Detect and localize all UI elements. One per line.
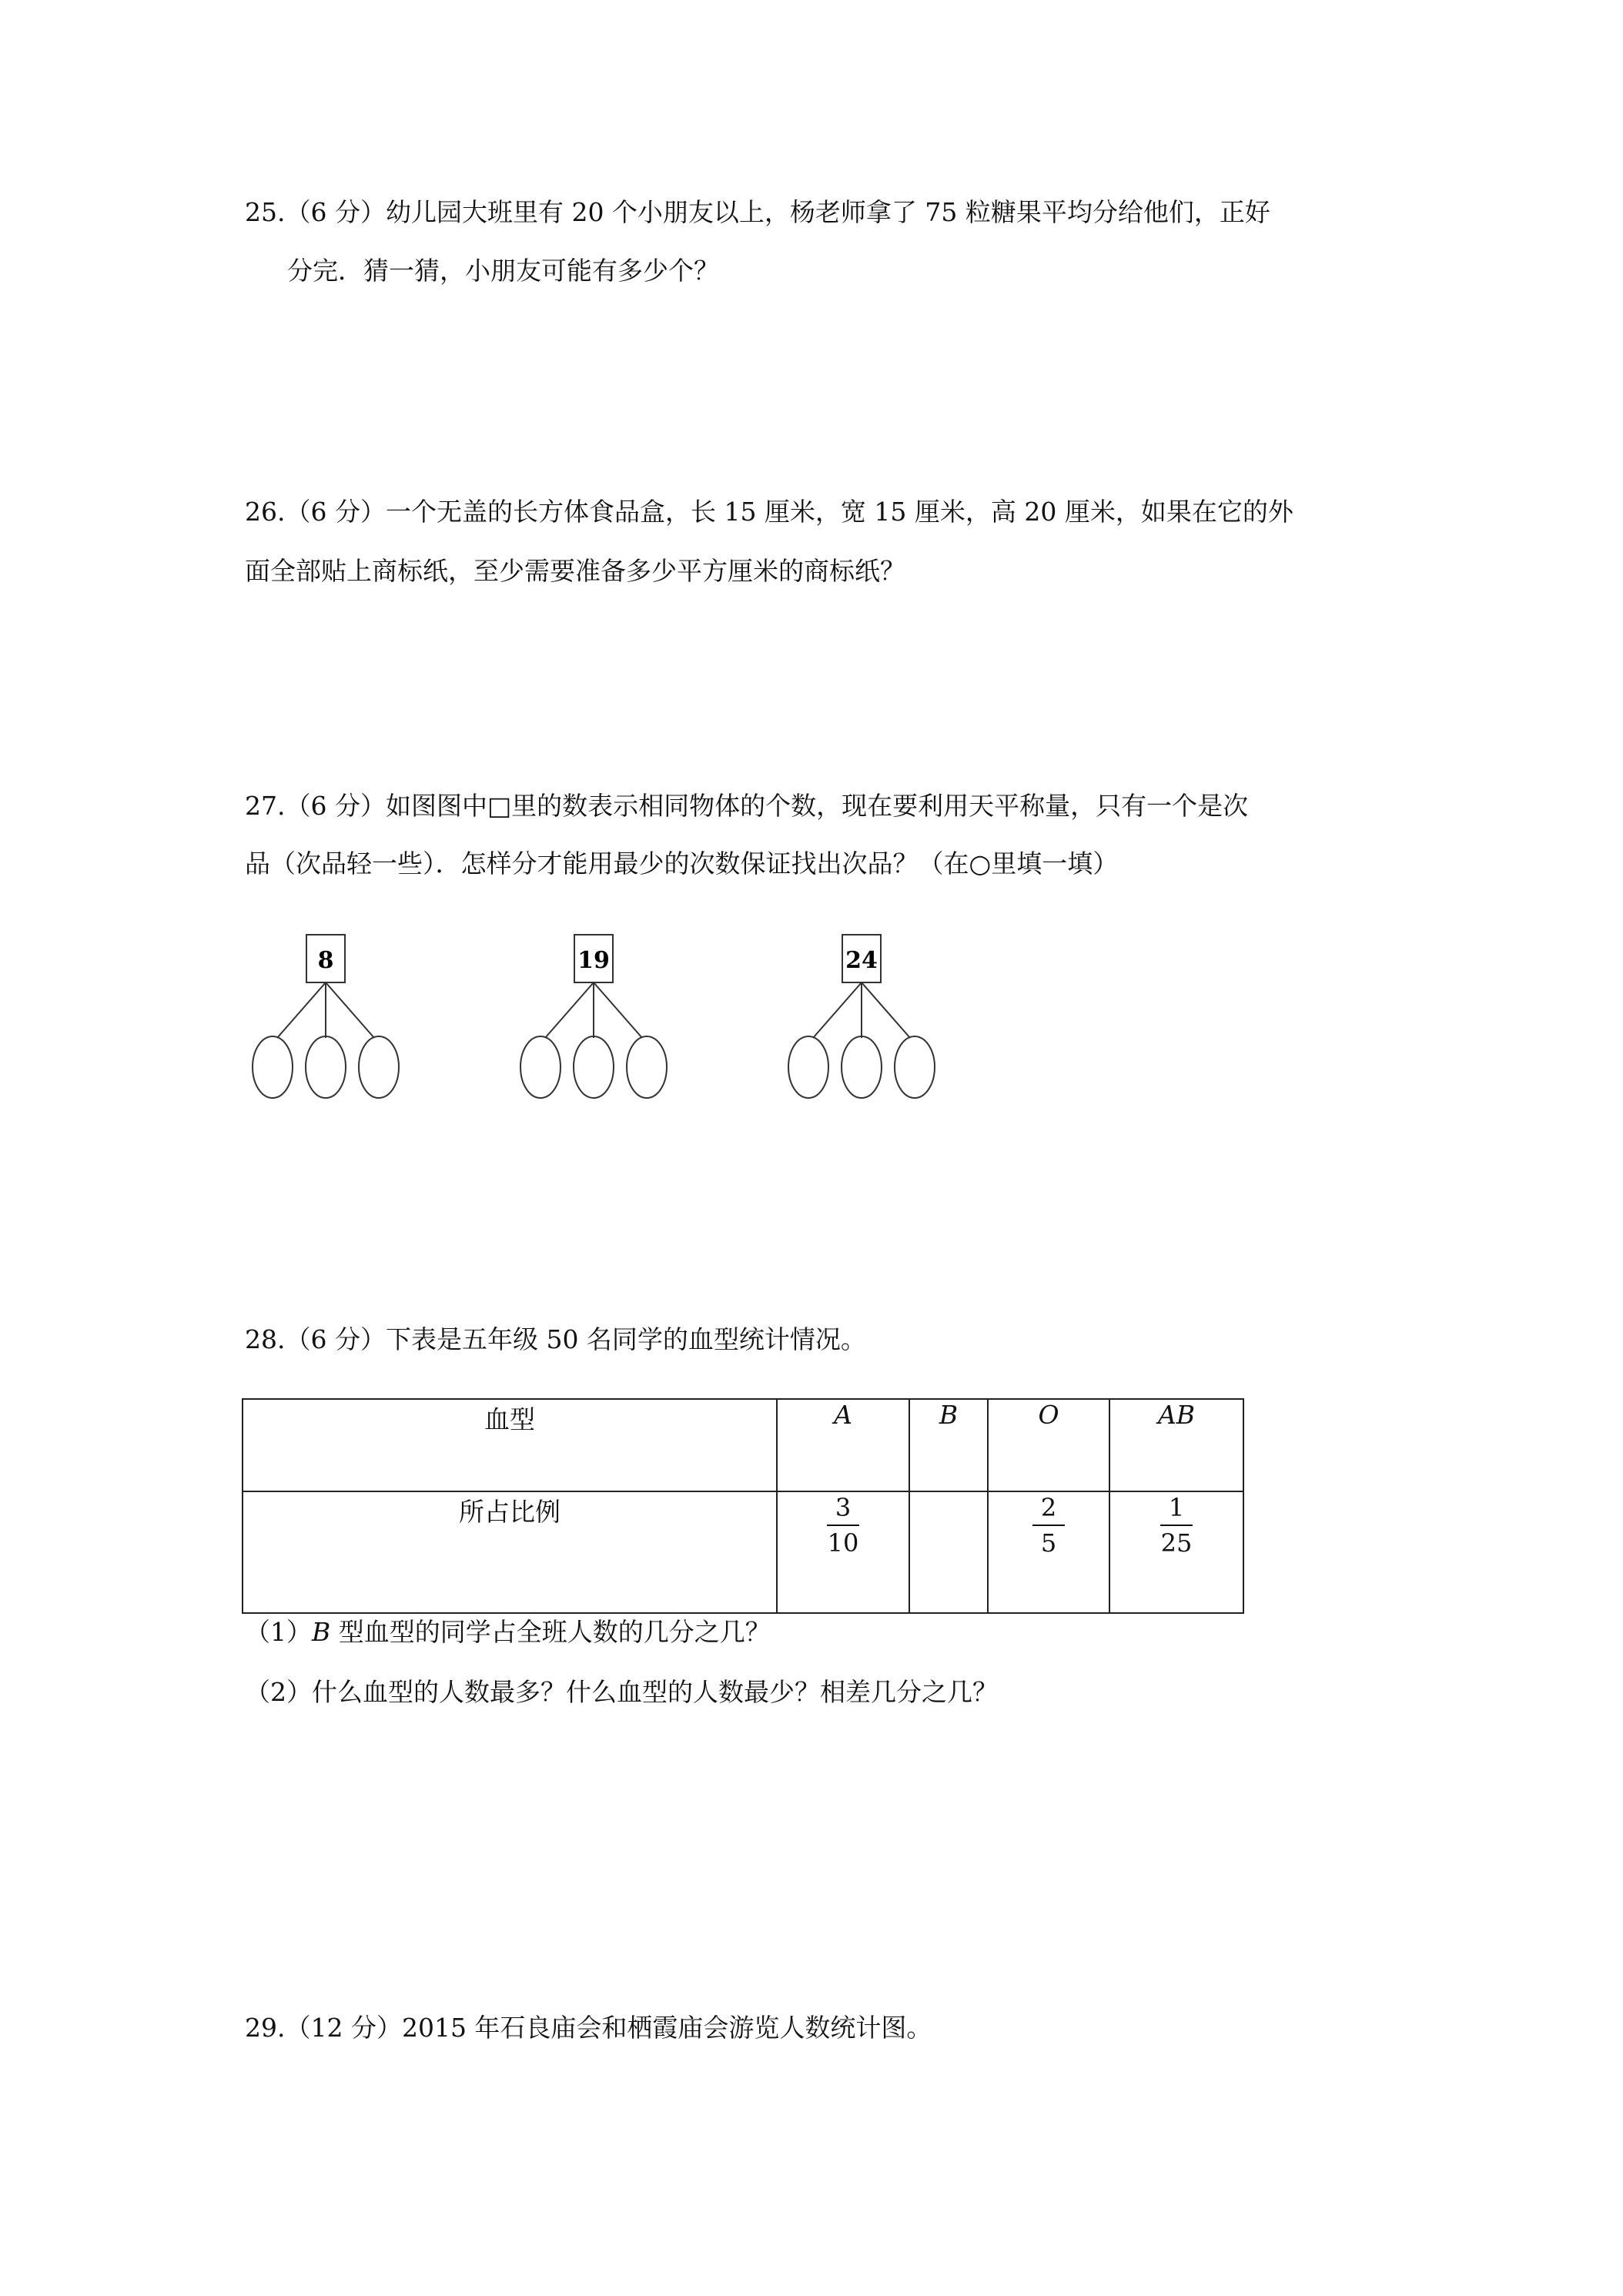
blood-type-table	[242, 1398, 1244, 1614]
tree-3-circle-2[interactable]	[842, 1036, 882, 1098]
tree-2-number: 19	[577, 947, 610, 974]
tree-1-circle-1[interactable]	[253, 1036, 293, 1098]
tree-diagram-3	[782, 932, 952, 1116]
q27-line-1: 27.（6 分）如图图中□里的数表示相同物体的个数，现在要利用天平称量，只有一个是次	[245, 791, 1249, 821]
q28-sub-question-1: （1）B 型血型的同学占全班人数的几分之几？	[245, 1617, 771, 1647]
table-cell-type-a: A	[777, 1399, 909, 1491]
tree-1-circle-2[interactable]	[306, 1036, 346, 1098]
table-cell-fraction-b[interactable]	[909, 1491, 988, 1613]
table-cell-row-label: 血型	[243, 1399, 777, 1491]
table-cell-type-o: O	[988, 1399, 1109, 1491]
tree-diagram-1	[246, 932, 416, 1116]
tree-1-circle-3[interactable]	[359, 1036, 399, 1098]
table-cell-fraction-ab: $\frac{1}{25}$	[1109, 1491, 1243, 1613]
table-proportion-row	[243, 1491, 1243, 1613]
q26-line-1: 26.（6 分）一个无盖的长方体食品盒，长 15 厘米，宽 15 厘米，高 20 厘米，如果在它的外	[245, 497, 1293, 527]
tree-2-circle-1[interactable]	[520, 1036, 561, 1098]
table-cell-fraction-a: $\frac{3}{10}$	[777, 1491, 909, 1613]
q28-sub-question-2: （2）什么血型的人数最多？什么血型的人数最少？相差几分之几？	[245, 1677, 998, 1707]
tree-3-circle-1[interactable]	[788, 1036, 828, 1098]
table-cell-proportion-label: 所占比例	[243, 1491, 777, 1613]
q27-line-2: 品（次品轻一些）．怎样分才能用最少的次数保证找出次品？（在○里填一填）	[245, 848, 1119, 879]
table-cell-type-b: B	[909, 1399, 988, 1491]
q26-line-2: 面全部贴上商标纸，至少需要准备多少平方厘米的商标纸？	[245, 556, 905, 586]
q25-line-1: 25.（6 分）幼儿园大班里有 20 个小朋友以上，杨老师拿了 75 粒糖果平均分给他们，正好	[245, 197, 1270, 227]
table-cell-fraction-o: $\frac{2}{5}$	[988, 1491, 1109, 1613]
tree-1-number: 8	[317, 947, 334, 974]
table-header-row	[243, 1399, 1243, 1491]
q25-line-2: 分完．猜一猜，小朋友可能有多少个？	[287, 256, 719, 286]
tree-3-number: 24	[845, 947, 878, 974]
tree-3-circle-3[interactable]	[895, 1036, 935, 1098]
table-cell-type-ab: AB	[1109, 1399, 1243, 1491]
tree-diagram-2	[514, 932, 684, 1116]
q29-line-1: 29.（12 分）2015 年石良庙会和栖霞庙会游览人数统计图。	[245, 2013, 932, 2043]
tree-2-circle-2[interactable]	[574, 1036, 614, 1098]
q28-line-1: 28.（6 分）下表是五年级 50 名同学的血型统计情况。	[245, 1324, 866, 1354]
tree-2-circle-3[interactable]	[627, 1036, 667, 1098]
